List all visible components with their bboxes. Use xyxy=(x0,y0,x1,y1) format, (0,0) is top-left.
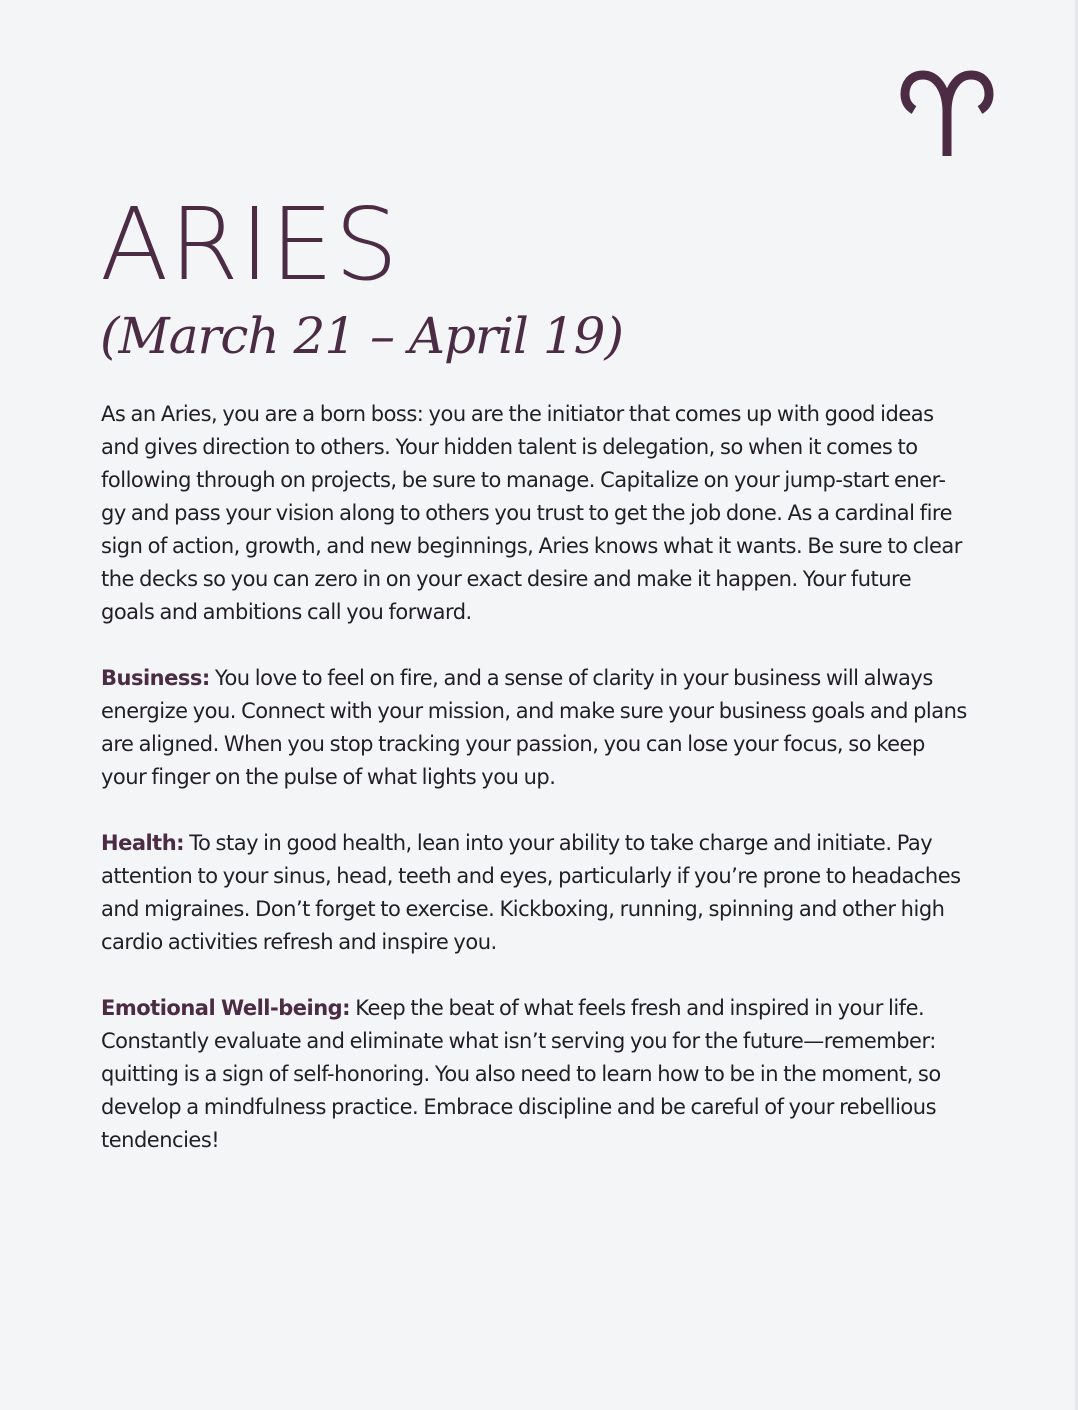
business-paragraph xyxy=(101,662,981,794)
health-label: Health: xyxy=(101,831,185,855)
intro-line: goals and ambitions call you forward. xyxy=(101,600,472,624)
emotional-paragraph xyxy=(101,992,981,1157)
health-text: To stay in good health, lean into your ability to take charge and initiate. Pay xyxy=(184,831,933,855)
intro-line: the decks so you can zero in on your exact desire and make it happen. Your future xyxy=(101,567,912,591)
intro-line: As an Aries, you are a born boss: you are the initiator that comes up with good ideas xyxy=(101,402,934,426)
business-line: energize you. Connect with your mission, and make sure your business goals and plans xyxy=(101,699,967,723)
aries-symbol-icon xyxy=(898,66,998,160)
emotional-line: tendencies! xyxy=(101,1128,220,1152)
intro-line: sign of action, growth, and new beginnings, Aries knows what it wants. Be sure to clear xyxy=(101,534,962,558)
emotional-line: Constantly evaluate and eliminate what isn’t serving you for the future—remember: xyxy=(101,1029,936,1053)
business-line: are aligned. When you stop tracking your passion, you can lose your focus, so keep xyxy=(101,732,925,756)
health-first-line xyxy=(101,827,981,860)
sign-title: ARIES xyxy=(100,186,400,303)
emotional-line: develop a mindfulness practice. Embrace discipline and be careful of your rebellious xyxy=(101,1095,937,1119)
health-line: and migraines. Don’t forget to exercise. Kickboxing, running, spinning and other high xyxy=(101,897,945,921)
horoscope-body xyxy=(101,398,981,1190)
intro-line: following through on projects, be sure to manage. Capitalize on your jump-start ener- xyxy=(101,468,946,492)
intro-line: gy and pass your vision along to others you trust to get the job done. As a cardinal fire xyxy=(101,501,952,525)
intro-line: and gives direction to others. Your hidden talent is delegation, so when it comes to xyxy=(101,435,918,459)
health-line: cardio activities refresh and inspire you. xyxy=(101,930,497,954)
sign-dates: (March 21 – April 19) xyxy=(100,307,623,365)
health-paragraph xyxy=(101,827,981,959)
emotional-first-line xyxy=(101,992,981,1025)
emotional-label: Emotional Well-being: xyxy=(101,996,351,1020)
business-line: your finger on the pulse of what lights you up. xyxy=(101,765,556,789)
emotional-text: Keep the beat of what feels fresh and inspired in your life. xyxy=(350,996,925,1020)
intro-paragraph xyxy=(101,398,981,629)
business-first-line xyxy=(101,662,981,695)
health-line: attention to your sinus, head, teeth and eyes, particularly if you’re prone to headaches xyxy=(101,864,961,888)
business-label: Business: xyxy=(101,666,210,690)
business-text: You love to feel on fire, and a sense of clarity in your business will always xyxy=(209,666,933,690)
emotional-line: quitting is a sign of self-honoring. You also need to learn how to be in the moment, so xyxy=(101,1062,941,1086)
